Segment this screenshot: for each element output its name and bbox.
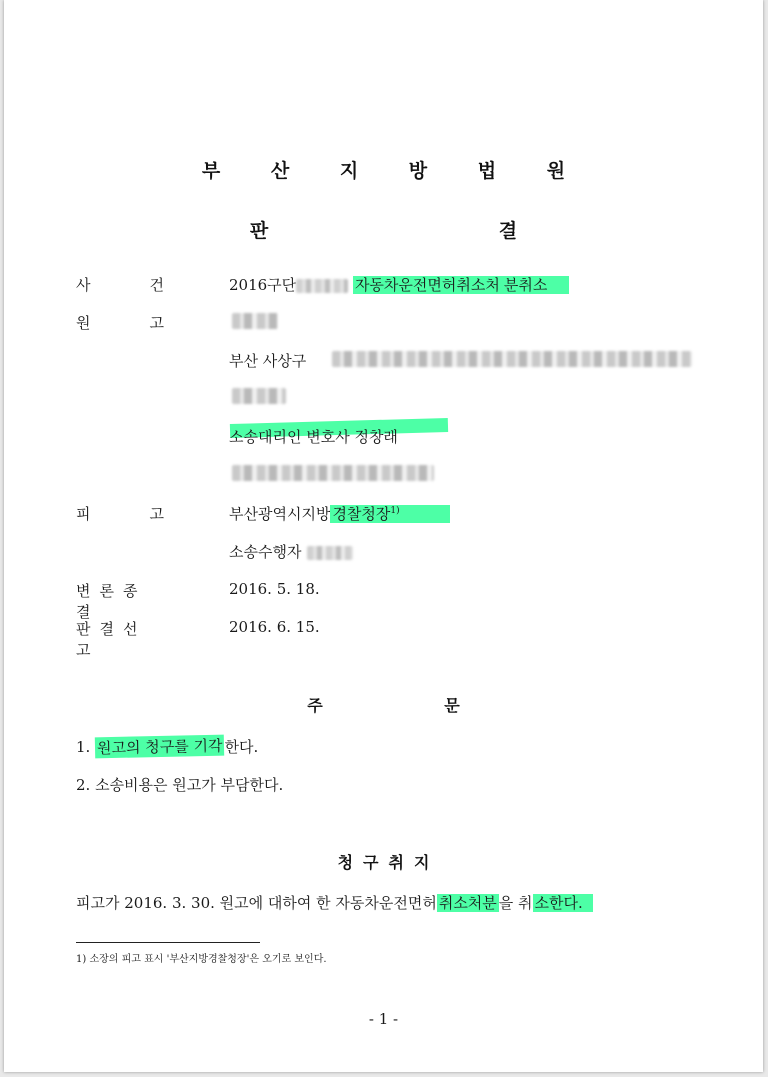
label-char-2: 고	[149, 505, 164, 523]
redacted-plaintiff-name	[232, 313, 278, 329]
label-char-1: 원	[76, 314, 91, 332]
order-item-2: 2. 소송비용은 원고가 부담한다.	[76, 776, 284, 794]
plaintiff-label	[76, 312, 164, 333]
hearing-end-date: 2016. 5. 18.	[229, 580, 320, 598]
footnote-divider	[76, 942, 260, 943]
redacted-agent-name	[307, 546, 353, 560]
judgment-date-label-text: 판결선고	[76, 620, 147, 659]
case-value	[229, 274, 569, 295]
document-title: 판 결	[249, 220, 630, 242]
claim-text-highlight-1: 취소처분	[438, 894, 497, 912]
label-char-1: 사	[76, 276, 91, 294]
plaintiff-address	[229, 350, 306, 371]
order-item-1-highlight: 원고의 청구를 기각	[95, 735, 225, 759]
footnote: 1) 소장의 피고 표시 '부산지방경찰청장'은 오기로 보인다.	[76, 954, 327, 965]
claim-text	[76, 892, 593, 913]
document-page	[4, 0, 763, 1072]
defendant-label	[76, 503, 164, 524]
plaintiff-address-prefix: 부산 사상구	[229, 352, 307, 370]
case-label	[76, 274, 164, 295]
judgment-date-label	[76, 618, 164, 660]
redacted-attorney-address	[232, 465, 434, 481]
judgment-date: 2016. 6. 15.	[229, 618, 320, 636]
order-title: 주 문	[307, 696, 518, 715]
defendant-agent-prefix: 소송수행자	[229, 543, 302, 561]
defendant-name-hl-text: 경찰청장	[332, 505, 391, 523]
order-item-1-number: 1.	[76, 738, 91, 756]
court-name: 부 산 지 방 법 원	[201, 160, 588, 182]
claim-text-highlight-2: 소한다.	[533, 894, 593, 912]
hearing-end-label	[76, 580, 164, 622]
claim-title: 청구취지	[337, 853, 440, 872]
order-item-1-end: 한다.	[224, 738, 259, 756]
footnote-ref: 1)	[390, 506, 400, 516]
claim-text-start: 피고가 2016. 3. 30. 원고에 대하여 한 자동차운전면허	[76, 894, 437, 912]
label-char-1: 피	[76, 505, 91, 523]
claim-text-mid: 을 취	[498, 894, 533, 912]
label-char-2: 고	[149, 314, 164, 332]
defendant-name-prefix: 부산광역시지방	[229, 505, 331, 523]
redacted-plaintiff-address	[332, 351, 692, 367]
hearing-end-label-text: 변론종결	[76, 582, 147, 621]
redacted-case-number	[296, 279, 348, 293]
case-name-end: 분취소	[502, 276, 569, 294]
case-number: 2016구단	[229, 276, 297, 294]
defendant-name-highlight	[330, 505, 449, 523]
order-item-1	[76, 736, 258, 757]
redacted-plaintiff-address-2	[232, 388, 286, 404]
case-name-highlight: 자동차운전면허취소처	[354, 276, 500, 294]
page-number: - 1 -	[368, 1010, 399, 1028]
defendant-name	[229, 503, 450, 524]
label-char-2: 건	[149, 276, 164, 294]
plaintiff-attorney: 소송대리인 변호사 정창래	[229, 428, 398, 446]
defendant-agent	[229, 541, 353, 562]
